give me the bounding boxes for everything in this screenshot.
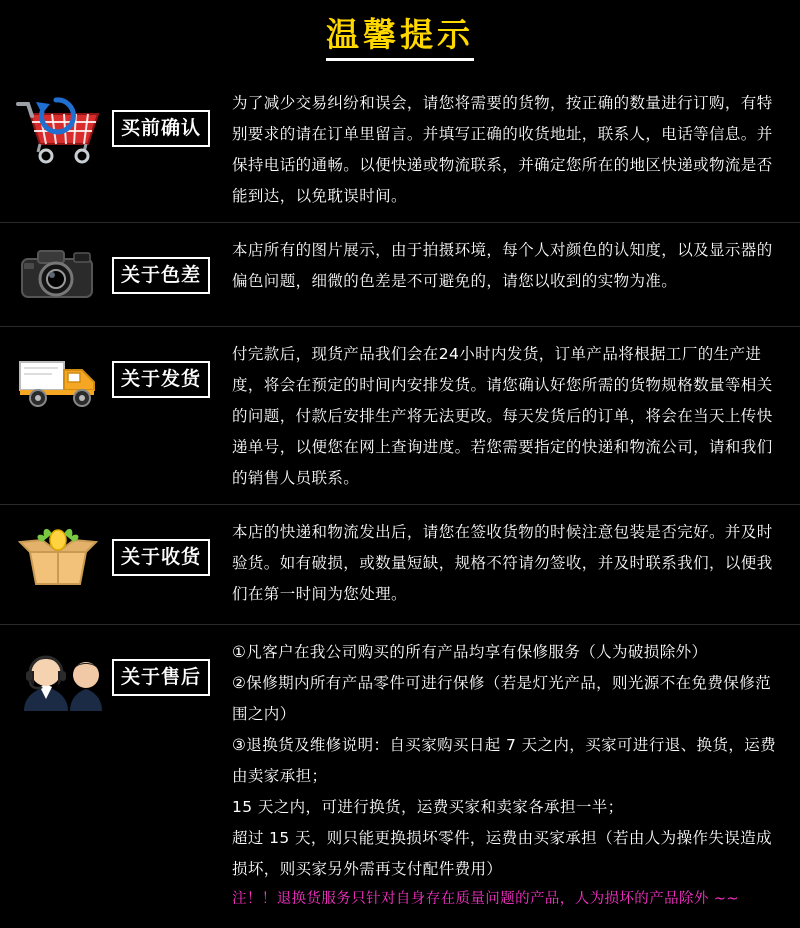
shopping-cart-icon — [10, 90, 106, 166]
section-text-after-sales — [232, 635, 786, 914]
section-text-shipping: 付完款后，现货产品我们会在24小时内发货，订单产品将根据工厂的生产进度，将会在预定的时间内安排发货。请您确认好您所需的货物规格数量等相关的问题，付款后安排生产将无法更改。每天发货后的订单，将会在当天上传快递单号，以便您在网上查询进度。若您需要指定的快递和物流公司，请和我们的销售人员联系。 — [232, 345, 773, 487]
after-sales-line-5: 超过 15 天，则只能更换损坏零件，运费由买家承担（若由人为操作失误造成损坏，则买家另外需再支付配件费用） — [232, 829, 772, 878]
section-left-shipping — [10, 337, 232, 417]
after-sales-note: 注！！退换货服务只针对自身存在质量问题的产品，人为损坏的产品除外 ~~ — [232, 891, 739, 907]
section-left-after-sales — [10, 635, 232, 715]
section-text-receiving: 本店的快递和物流发出后，请您在签收货物的时候注意包装是否完好。并及时验货。如有破损，或数量短缺，规格不符请勿签收，并及时联系我们，以便我们在第一时间为您处理。 — [232, 523, 773, 603]
section-left-color-difference — [10, 233, 232, 313]
section-row-color-difference — [0, 222, 800, 326]
section-text-buy-confirm: 为了减少交易纠纷和误会，请您将需要的货物，按正确的数量进行订购，有特别要求的请在订单里留言。并填写正确的收货地址，联系人，电话等信息。并保持电话的通畅。以便快递或物流联系，并确定您所在的地区快递或物流是否能到达，以免耽误时间。 — [232, 94, 773, 205]
after-sales-line-2: ②保修期内所有产品零件可进行保修（若是灯光产品，则光源不在免费保修范围之内） — [232, 674, 771, 723]
section-row-after-sales — [0, 624, 800, 928]
page-header — [0, 0, 800, 76]
customer-service-icon — [10, 639, 106, 715]
after-sales-line-3: ③退换货及维修说明：自买家购买日起 7 天之内，买家可进行退、换货，运费由卖家承担； — [232, 736, 777, 785]
section-text-color-difference: 本店所有的图片展示，由于拍摄环境，每个人对颜色的认知度，以及显示器的偏色问题，细微的色差是不可避免的，请您以收到的实物为准。 — [232, 241, 773, 290]
section-row-buy-confirm — [0, 76, 800, 222]
section-label-after-sales: 关于售后 — [112, 659, 210, 696]
section-row-receiving — [0, 504, 800, 624]
camera-icon — [10, 237, 106, 313]
section-row-shipping — [0, 326, 800, 504]
section-left-buy-confirm — [10, 86, 232, 166]
section-label-receiving: 关于收货 — [112, 539, 210, 576]
section-label-shipping: 关于发货 — [112, 361, 210, 398]
after-sales-line-4: 15 天之内，可进行换货，运费买家和卖家各承担一半； — [232, 798, 624, 816]
page-title: 温馨提示 — [326, 15, 474, 62]
section-left-receiving — [10, 515, 232, 595]
delivery-truck-icon — [10, 341, 106, 417]
section-label-color-difference: 关于色差 — [112, 257, 210, 294]
after-sales-line-1: ①凡客户在我公司购买的所有产品均享有保修服务（人为破损除外） — [232, 643, 708, 661]
section-label-buy-confirm: 买前确认 — [112, 110, 210, 147]
open-box-icon — [10, 519, 106, 595]
